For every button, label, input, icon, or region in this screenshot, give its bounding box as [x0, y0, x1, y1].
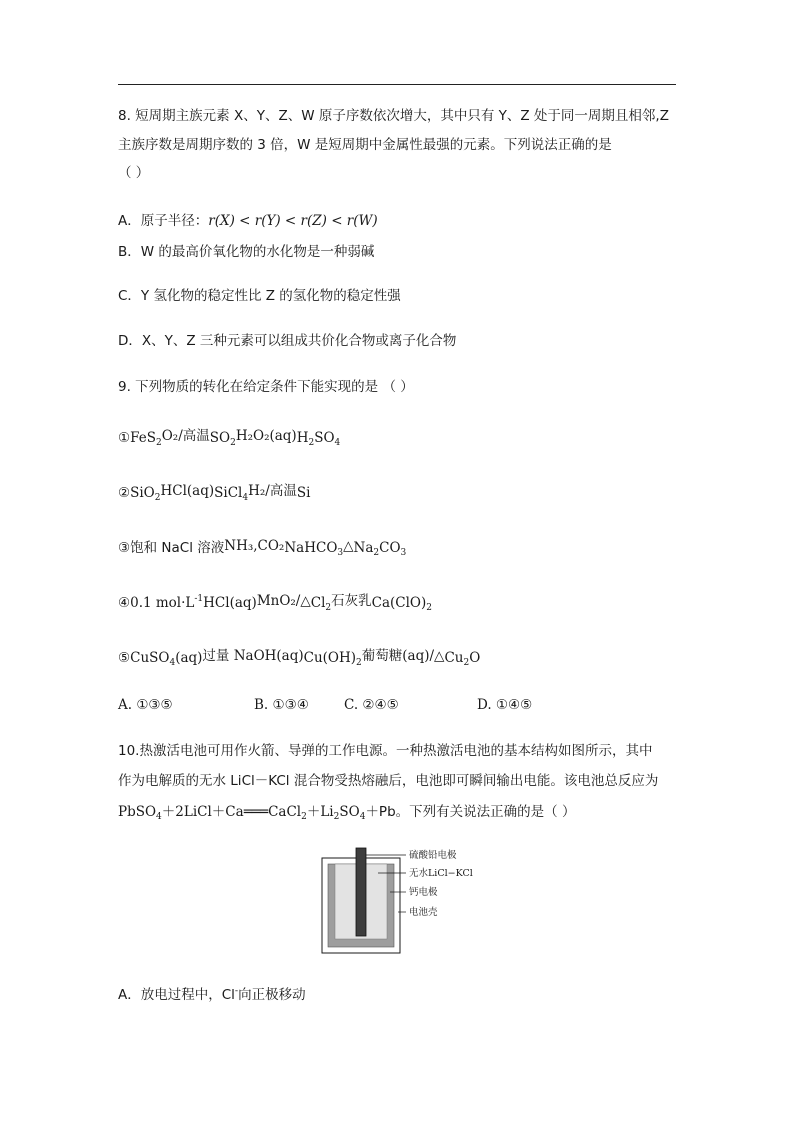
arrow-condition: MnO₂/△ — [256, 593, 311, 609]
reaction-arrow — [160, 481, 214, 501]
reaction-arrow — [343, 536, 353, 556]
label-calcium-electrode: 钙电极 — [409, 887, 438, 898]
arrow-condition: H₂O₂(aq) — [235, 428, 297, 444]
arrow-condition: 葡萄糖(aq)/△ — [361, 648, 445, 664]
arrow-condition: △ — [343, 538, 354, 554]
q8-option-a-prefix: A．原子半径： — [118, 213, 209, 229]
q10-stem-line2: 作为电解质的无水 LiCl－KCl 混合物受热熔融后，电池即可瞬间输出电能。该电池总反应为 — [118, 773, 659, 789]
circled-mark: ② — [118, 485, 131, 501]
circled-mark: ⑤ — [118, 650, 131, 666]
q8-option-a[interactable] — [118, 211, 378, 231]
q9-option-b[interactable]: B. ①③④ — [254, 697, 309, 713]
q9-reaction-3: ③饱和 NaCl 溶液 NH₃,CO₂ NaHCO$_3$ △ $Na_2CO_3$ — [118, 538, 407, 558]
reaction-arrow — [162, 426, 210, 446]
reaction-arrow — [248, 481, 297, 501]
q9-option-d[interactable]: D. ①④⑤ — [477, 697, 533, 713]
q8-paren: （ ） — [118, 165, 150, 181]
q10-stem-line1: 10.热激活电池可用作火箭、导弹的工作电源。一种热激活电池的基本结构如图所示，其中 — [118, 743, 653, 759]
reaction-arrow — [362, 646, 445, 666]
battery-diagram-svg — [320, 842, 520, 960]
arrow-condition: 石灰乳 — [331, 593, 372, 609]
reaction-arrow — [331, 591, 372, 611]
label-electrolyte: 无水LiCl−KCl — [409, 868, 473, 879]
q8-option-d[interactable]: D．X、Y、Z 三种元素可以组成共价化合物或离子化合物 — [118, 333, 457, 349]
battery-diagram — [320, 842, 520, 964]
q9-option-a[interactable]: A. ①③⑤ — [118, 697, 173, 713]
arrow-condition: H₂/高温 — [248, 483, 297, 499]
q8-option-a-formula: r(X) < r(Y) < r(Z) < r(W) — [208, 213, 378, 229]
arrow-condition: 过量 NaOH(aq) — [202, 648, 304, 664]
reaction-arrow — [224, 536, 284, 556]
circled-mark: ① — [118, 430, 131, 446]
label-battery-shell: 电池壳 — [409, 907, 438, 918]
label-lead-sulfate-electrode: 硫酸铅电极 — [409, 850, 457, 861]
q9-stem: 9. 下列物质的转化在给定条件下能实现的是 （ ） — [118, 379, 414, 395]
arrow-condition: HCl(aq) — [160, 483, 215, 499]
q10-option-a[interactable]: A．放电过程中，Cl-向正极移动 — [118, 986, 306, 1003]
circled-mark: ④ — [118, 595, 131, 611]
reaction-arrow — [257, 591, 311, 611]
arrow-condition: NH₃,CO₂ — [224, 538, 285, 554]
reaction-arrow — [236, 426, 297, 446]
q9-reaction-1: ①FeS$_2$ O₂/高温 $SO_2$ H₂O₂(aq) $H_2SO_4$ — [118, 428, 341, 448]
equals-sign: ═══ — [243, 804, 269, 820]
q9-option-c[interactable]: C. ②④⑤ — [344, 697, 399, 713]
q9-reaction-4: ④0.1 $mol\cdot L^{-1}HCl(aq)$ MnO₂/△ $Cl_2$ 石灰乳 $Ca(ClO)_2$ — [118, 593, 433, 613]
arrow-condition: O₂/高温 — [161, 428, 210, 444]
circled-mark: ③ — [118, 540, 131, 556]
reaction-arrow — [202, 646, 303, 666]
header-rule — [118, 84, 676, 85]
q9-reaction-2: ②SiO$_2$ HCl(aq) SiCl$_4$ H₂/高温 Si — [118, 483, 311, 503]
q10-equation: $PbSO_4+2LiCl+Ca═══CaCl_2+Li_2SO_4+Pb$。下列有关说法正确的是（ ） — [118, 804, 576, 822]
q9-reaction-5: ⑤CuSO$_4$(aq) 过量 NaOH(aq) $Cu(OH)_2$ 葡萄糖(aq)/△ $Cu_2O$ — [118, 648, 481, 668]
q8-option-c[interactable]: C．Y 氢化物的稳定性比 Z 的氢化物的稳定性强 — [118, 288, 401, 304]
lead-sulfate-electrode — [356, 848, 366, 936]
q8-stem-line2: 主族序数是周期序数的 3 倍，W 是短周期中金属性最强的元素。下列说法正确的是 — [118, 137, 612, 153]
q8-option-b[interactable]: B．W 的最高价氧化物的水化物是一种弱碱 — [118, 244, 375, 260]
q8-stem-line1: 8. 短周期主族元素 X、Y、Z、W 原子序数依次增大，其中只有 Y、Z 处于同一周期且相邻,Z — [118, 108, 669, 124]
